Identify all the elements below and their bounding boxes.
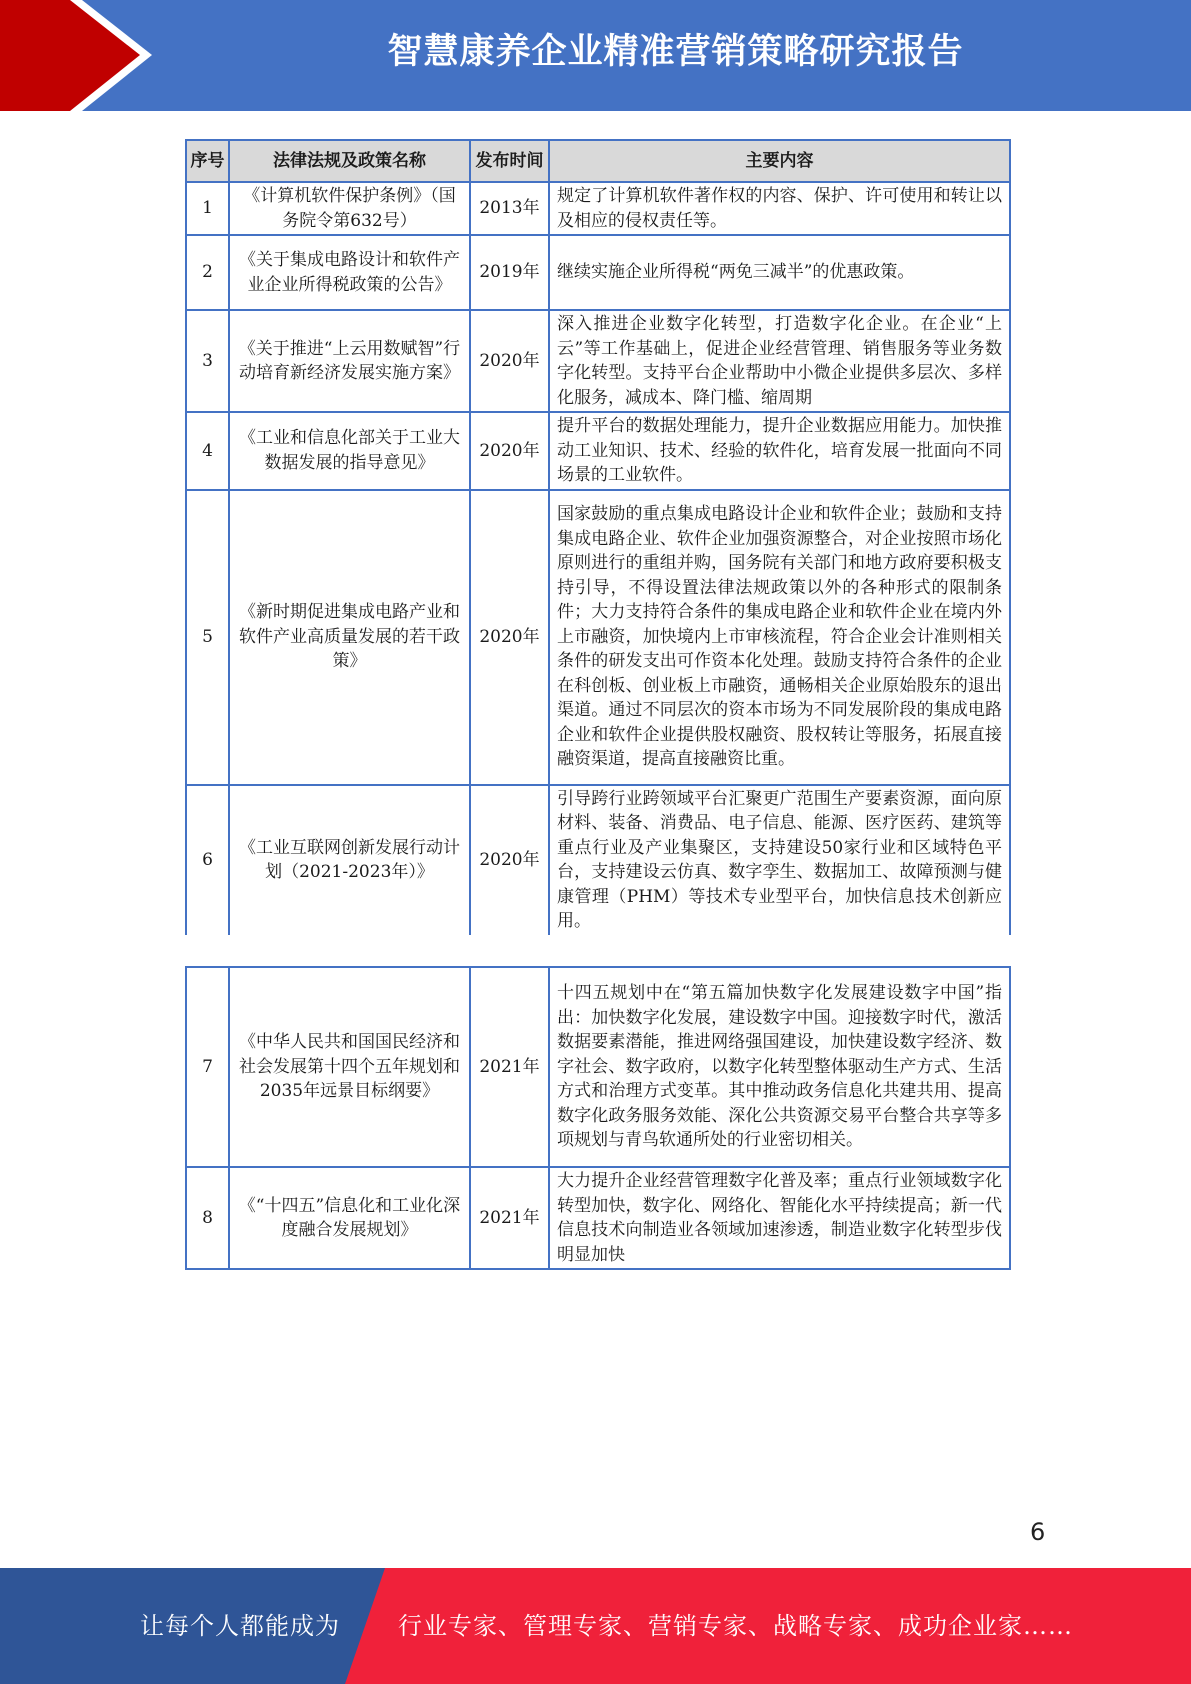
policy-name: 《计算机软件保护条例》（国务院令第632号） [229,182,470,235]
table-row [186,490,1010,785]
table-row [186,1167,1010,1269]
table-row [186,310,1010,412]
policy-content: 引导跨行业跨领域平台汇聚更广范围生产要素资源，面向原材料、装备、消费品、电子信息、能源、医疗医药、建筑等重点行业及产业集聚区，支持建设50家行业和区域特色平台，支持建设云仿真、数字孪生、数据加工、故障预测与健康管理（PHM）等技术专业型平台，加快信息技术创新应用。 [549,785,1010,935]
policy-name: 《关于集成电路设计和软件产业企业所得税政策的公告》 [229,235,470,310]
page-footer [0,1568,1191,1684]
publish-year: 2021年 [470,1167,549,1269]
footer-slogan-right: 行业专家、管理专家、营销专家、战略专家、成功企业家…… [398,1612,1073,1640]
row-number: 1 [186,182,229,235]
policy-table-part-2 [185,966,1011,1270]
policy-content: 规定了计算机软件著作权的内容、保护、许可使用和转让以及相应的侵权责任等。 [549,182,1010,235]
publish-year: 2013年 [470,182,549,235]
publish-year: 2019年 [470,235,549,310]
policy-content: 国家鼓励的重点集成电路设计企业和软件企业；鼓励和支持集成电路企业、软件企业加强资源整合，对企业按照市场化原则进行的重组并购，国务院有关部门和地方政府要积极支持引导，不得设置法律法规政策以外的各种形式的限制条件；大力支持符合条件的集成电路企业和软件企业在境内外上市融资，加快境内上市审核流程，符合企业会计准则相关条件的研发支出可作资本化处理。鼓励支持符合条件的企业在科创板、创业板上市融资，通畅相关企业原始股东的退出渠道。通过不同层次的资本市场为不同发展阶段的集成电路企业和软件企业提供股权融资、股权转让等服务，拓展直接融资渠道，提高直接融资比重。 [549,490,1010,785]
policy-name: 《关于推进“上云用数赋智”行动培育新经济发展实施方案》 [229,310,470,412]
policy-content: 提升平台的数据处理能力，提升企业数据应用能力。加快推动工业知识、技术、经验的软件化，培育发展一批面向不同场景的工业软件。 [549,412,1010,490]
row-number: 7 [186,967,229,1167]
report-title: 智慧康养企业精准营销策略研究报告 [387,32,964,72]
header-cell-content: 主要内容 [549,140,1010,182]
publish-year: 2020年 [470,412,549,490]
page-number: 6 [1030,1518,1046,1546]
row-number: 8 [186,1167,229,1269]
table-row [186,967,1010,1167]
policy-name: 《中华人民共和国国民经济和社会发展第十四个五年规划和2035年远景目标纲要》 [229,967,470,1167]
table-row [186,412,1010,490]
policy-content: 十四五规划中在“第五篇加快数字化发展建设数字中国”指出：加快数字化发展，建设数字中国。迎接数字时代，激活数据要素潜能，推进网络强国建设，加快建设数字经济、数字社会、数字政府，以数字化转型整体驱动生产方式、生活方式和治理方式变革。其中推动政务信息化共建共用、提高数字化政务服务效能、深化公共资源交易平台整合共享等多项规划与青鸟软通所处的行业密切相关。 [549,967,1010,1167]
row-number: 3 [186,310,229,412]
row-number: 4 [186,412,229,490]
policy-content: 深入推进企业数字化转型，打造数字化企业。在企业“上云”等工作基础上，促进企业经营管理、销售服务等业务数字化转型。支持平台企业帮助中小微企业提供多层次、多样化服务，减成本、降门槛、缩周期 [549,310,1010,412]
table-header-row [186,140,1010,182]
header-cell-year: 发布时间 [470,140,549,182]
policy-name: 《工业互联网创新发展行动计划（2021-2023年）》 [229,785,470,935]
table-row [186,235,1010,310]
footer-slogan-left: 让每个人都能成为 [140,1612,340,1640]
policy-content: 继续实施企业所得税“两免三减半”的优惠政策。 [549,235,1010,310]
row-number: 5 [186,490,229,785]
publish-year: 2021年 [470,967,549,1167]
policy-content: 大力提升企业经营管理数字化普及率；重点行业领域数字化转型加快，数字化、网络化、智能化水平持续提高；新一代信息技术向制造业各领域加速渗透，制造业数字化转型步伐明显加快 [549,1167,1010,1269]
header-cell-name: 法律法规及政策名称 [229,140,470,182]
publish-year: 2020年 [470,490,549,785]
table-row [186,182,1010,235]
header-cell-no: 序号 [186,140,229,182]
row-number: 6 [186,785,229,935]
page-header [0,0,1191,111]
policy-name: 《“十四五”信息化和工业化深度融合发展规划》 [229,1167,470,1269]
header-chevron-arrow [0,0,140,111]
policy-table-part-1 [185,139,1011,935]
policy-name: 《工业和信息化部关于工业大数据发展的指导意见》 [229,412,470,490]
policy-name: 《新时期促进集成电路产业和软件产业高质量发展的若干政策》 [229,490,470,785]
publish-year: 2020年 [470,310,549,412]
table-row [186,785,1010,935]
publish-year: 2020年 [470,785,549,935]
row-number: 2 [186,235,229,310]
